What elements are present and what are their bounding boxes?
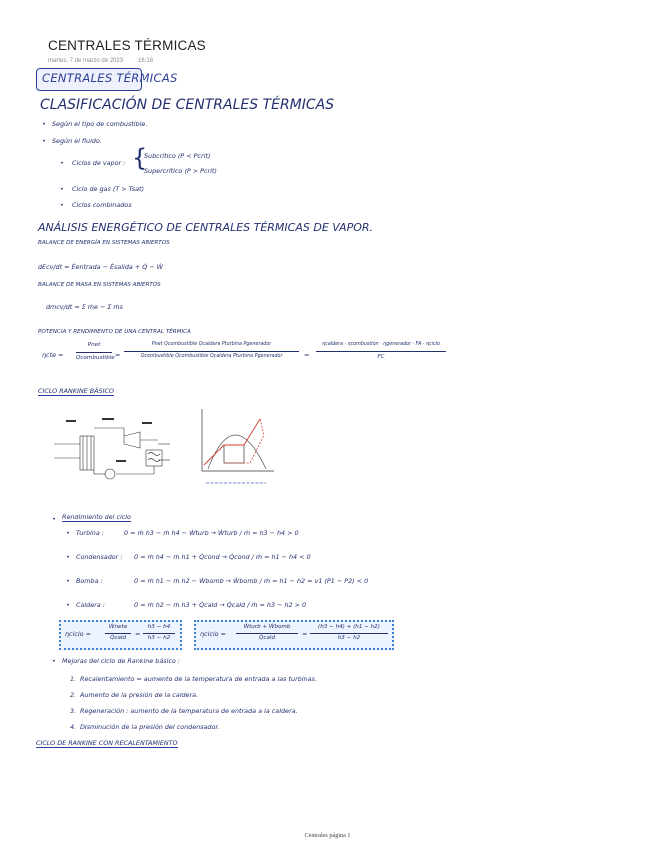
bullet-dot: • [42, 137, 46, 145]
vapor-option: Supercrítico (P > Pcrit) [144, 167, 217, 175]
mejora-number: 1. [70, 675, 77, 683]
fraction-denominator: FC [377, 353, 385, 360]
fraction-numerator: h3 − h4 [147, 624, 171, 630]
fraction-denominator: h3 − h2 [147, 634, 171, 641]
energia-label: BALANCE DE ENERGÍA EN SISTEMAS ABIERTOS [38, 240, 170, 246]
box-fraction [310, 625, 388, 641]
fraction-numerator: Pnet Qcombustible Qcaldera Pturbina Pgenerador [151, 342, 272, 347]
analisis-heading: ANÁLISIS ENERGÉTICO DE CENTRALES TÉRMICAS DE VAPOR. [38, 221, 374, 234]
potencia-label: POTENCIA Y RENDIMIENTO DE UNA CENTRAL TÉRMICA [38, 329, 191, 335]
bullet-dot: • [60, 159, 64, 167]
box-fraction [143, 625, 175, 641]
bullet-dot: • [60, 201, 64, 209]
energia-equation: dEcv/dt = Ėentrada − Ėsalida + Q̇ − Ẇ [38, 263, 163, 271]
fraction-line [143, 633, 175, 634]
list-item: Ciclo de gas (T > Tsat) [72, 185, 145, 193]
mejora-number: 2. [70, 691, 77, 699]
box-lhs: ηciclo = [65, 630, 91, 638]
bullet-dot: • [52, 657, 56, 665]
banner-text: CENTRALES TÉRMICAS [42, 71, 178, 85]
mejora-item: Regeneración : aumento de la temperatura de entrada a la caldera. [80, 707, 298, 715]
fraction-numerator: (h3 − h4) + (h1 − h2) [318, 624, 380, 630]
bullet-dot: • [66, 577, 70, 585]
box-fraction [236, 625, 298, 641]
fraction-denominator: Qcombustible [76, 354, 115, 361]
masa-equation: dmcv/dt = Σ ṁe − Σ ṁs [46, 303, 123, 311]
ts-diagram-image [194, 405, 278, 487]
fraction-line [76, 352, 112, 353]
bullet-dot: • [66, 529, 70, 537]
vapor-option: Subcrítico (P < Pcrit) [144, 152, 211, 160]
clasificacion-heading: CLASIFICACIÓN DE CENTRALES TÉRMICAS [40, 97, 335, 113]
turbina-label: Turbina : [76, 529, 104, 537]
mejora-number: 3. [70, 707, 77, 715]
bullet-dot: • [66, 601, 70, 609]
potencia-fraction-1 [76, 342, 115, 361]
brace-icon: { [132, 144, 148, 172]
caldera-label: Caldera : [76, 601, 105, 609]
list-item: Según el tipo de combustible. [52, 120, 148, 128]
page-date: martes, 7 de marzo de 2023 [48, 58, 124, 64]
potencia-fraction-3 [316, 343, 446, 360]
potencia-lhs: ηcte = [42, 351, 64, 359]
mejora-number: 4. [70, 723, 77, 731]
page-time: 16:18 [138, 58, 154, 64]
fraction-denominator: Q̇cald [258, 634, 275, 641]
fraction-line [105, 633, 131, 634]
rendimiento-box-1 [59, 620, 182, 650]
rendimiento-box-2 [194, 620, 394, 650]
reheat-heading: CICLO DE RANKINE CON RECALENTAMIENTO [36, 739, 178, 747]
box-lhs: ηciclo = [200, 630, 226, 638]
box-fraction [105, 625, 131, 641]
rankine-heading: CICLO RANKINE BÁSICO [38, 387, 114, 395]
equals-sign: = [302, 630, 308, 638]
fraction-denominator: Q̇cald [109, 634, 126, 641]
fraction-denominator: h3 − h2 [337, 634, 361, 641]
caldera-equation: 0 = ṁ h2 − ṁ h3 + Q̇cald → Q̇cald / ṁ = h3 − h2 > 0 [134, 601, 307, 609]
rankine-plant-schematic-image [46, 414, 176, 484]
fraction-line [236, 633, 298, 634]
list-item: Ciclos de vapor : [72, 159, 126, 167]
mejoras-heading: Mejoras del ciclo de Rankine básico : [62, 657, 180, 665]
page-footer: Centrales página 1 [304, 832, 351, 839]
notes-banner [36, 68, 178, 91]
rendimiento-heading: Rendimiento del ciclo [62, 513, 131, 521]
fraction-line [310, 633, 388, 634]
equals-sign: = [135, 630, 141, 638]
masa-label: BALANCE DE MASA EN SISTEMAS ABIERTOS [38, 282, 161, 288]
fraction-denominator: Qcombustible Qcombustible Qcaldera Pturbina Pgenerador [140, 353, 283, 359]
fraction-numerator: Ẇneta [108, 624, 128, 630]
condensador-equation: 0 = ṁ h4 − ṁ h1 + Q̇cond → Q̇cond / ṁ = h1 − h4 < 0 [134, 553, 311, 561]
bomba-equation: 0 = ṁ h1 − ṁ h2 − Ẇbomb → Ẇbomb / ṁ = h1 − h2 = v1 (P1 − P2) < 0 [134, 577, 369, 585]
fraction-numerator: Pnet [87, 342, 101, 348]
condensador-label: Condensador : [76, 553, 123, 561]
mejora-item: Aumento de la presión de la caldera. [80, 691, 199, 699]
bullet-dot: • [66, 553, 70, 561]
fraction-line [316, 351, 446, 352]
fraction-numerator: Ẇturb + Ẇbomb [243, 624, 291, 630]
list-item: Ciclos combinados [72, 201, 132, 209]
page-title: CENTRALES TÉRMICAS [48, 38, 206, 53]
fraction-numerator: ηcaldera · ηcombustión · ηgenerador · FA · ηciclo [322, 342, 440, 347]
equals-sign: = [115, 351, 121, 359]
fraction-line [124, 351, 299, 352]
equals-sign: = [304, 351, 310, 359]
bullet-dot: • [60, 185, 64, 193]
mejora-item: Recalentamiento = aumento de la temperatura de entrada a las turbinas. [80, 675, 317, 683]
bullet-dot: • [52, 515, 56, 523]
mejora-item: Disminución de la presión del condensador. [80, 723, 220, 731]
turbina-equation: 0 = ṁ h3 − ṁ h4 − Ẇturb → Ẇturb / ṁ = h3 − h4 > 0 [124, 529, 299, 537]
list-item: Según el fluido. [52, 137, 102, 145]
potencia-fraction-2 [124, 343, 299, 360]
bomba-label: Bomba : [76, 577, 103, 585]
bullet-dot: • [42, 120, 46, 128]
